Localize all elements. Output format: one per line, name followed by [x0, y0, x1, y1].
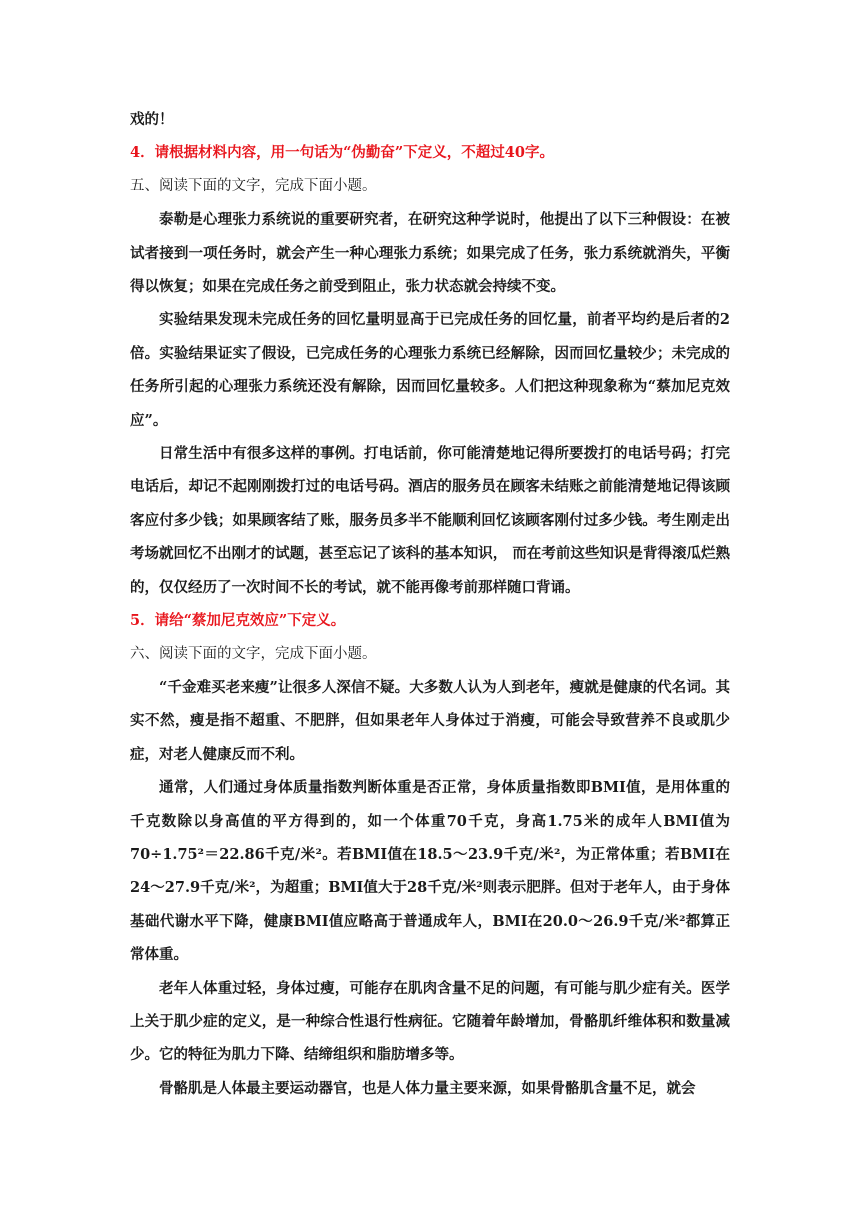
paragraph: 老年人体重过轻，身体过瘦，可能存在肌肉含量不足的问题，有可能与肌少症有关。医学上关于肌少症的定义，是一种综合性退行性病征。它随着年龄增加，骨骼肌纤维体积和数量减少。它的特征为肌力下降、结缔组织和脂肪增多等。: [130, 979, 730, 1064]
paragraph: 日常生活中有很多这样的事例。打电话前，你可能清楚地记得所要拨打的电话号码；打完电话后，却记不起刚刚拨打过的电话号码。酒店的服务员在顾客未结账之前能清楚地记得该顾客应付多少钱；如果顾客结了账，服务员多半不能顺利回忆该顾客刚付过多少钱。考生刚走出考场就回忆不出刚才的试题，甚至忘记了该科的基本知识， 而在考前这些知识是背得滚瓜烂熟的，仅仅经历了一次时间不长的考试，就不能再像考前那样随口背诵。: [130, 445, 730, 596]
section-heading-5: 五、阅读下面的文字，完成下面小题。: [130, 177, 377, 194]
section-heading-6: 六、阅读下面的文字，完成下面小题。: [130, 645, 377, 662]
text-fragment: 戏的！: [130, 111, 174, 128]
document-page: [130, 103, 730, 1105]
paragraph: 实验结果发现未完成任务的回忆量明显高于已完成任务的回忆量，前者平均约是后者的2倍。实验结果证实了假设，已完成任务的心理张力系统已经解除，因而回忆量较少；未完成的任务所引起的心理张力系统还没有解除，因而回忆量较多。人们把这种现象称为“蔡加尼克效应”。: [130, 311, 730, 429]
question-4: 4．请根据材料内容，用一句话为“伪勤奋”下定义，不超过40字。: [130, 144, 554, 162]
paragraph: 泰勒是心理张力系统说的重要研究者，在研究这种学说时，他提出了以下三种假设：在被试者接到一项任务时，就会产生一种心理张力系统；如果完成了任务，张力系统就消失，平衡得以恢复；如果在完成任务之前受到阻止，张力状态就会持续不变。: [130, 211, 730, 296]
question-5: 5．请给“蔡加尼克效应”下定义。: [130, 612, 346, 630]
paragraph: 骨骼肌是人体最主要运动器官，也是人体力量主要来源，如果骨骼肌含量不足，就会: [159, 1079, 696, 1097]
paragraph: “千金难买老来瘦”让很多人深信不疑。大多数人认为人到老年，瘦就是健康的代名词。其实不然，瘦是指不超重、不肥胖，但如果老年人身体过于消瘦，可能会导致营养不良或肌少症，对老人健康反而不利。: [130, 678, 730, 763]
paragraph: 通常，人们通过身体质量指数判断体重是否正常，身体质量指数即BMI值，是用体重的千克数除以身高值的平方得到的，如一个体重70千克，身高1.75米的成年人BMI值为70÷1.75²＝22.86千克/米²。若BMI值在18.5～23.9千克/米²，为正常体重；若BMI在24～27.9千克/米²，为超重；BMI值大于28千克/米²则表示肥胖。但对于老年人，由于身体基础代谢水平下降，健康BMI值应略高于普通成年人，BMI在20.0～26.9千克/米²都算正常体重。: [130, 779, 730, 964]
